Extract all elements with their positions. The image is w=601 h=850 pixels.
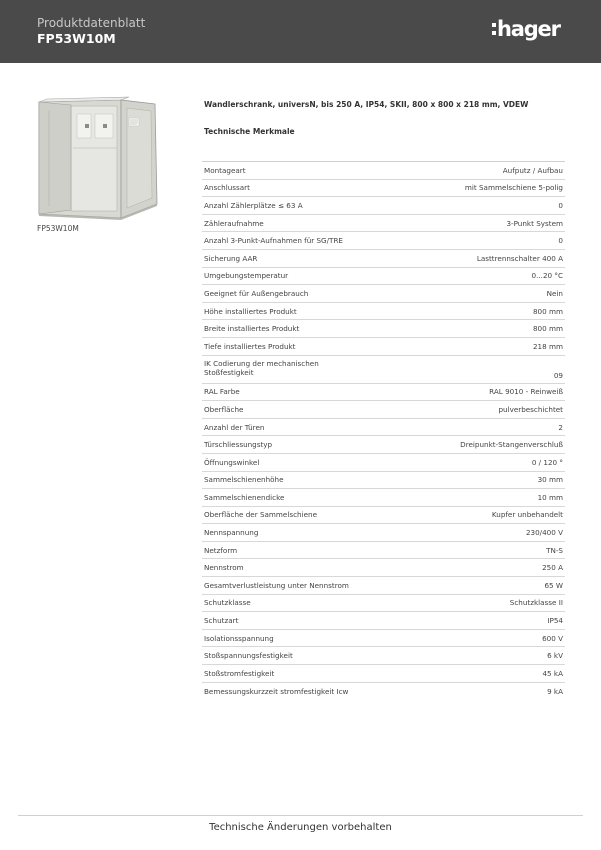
spec-row bbox=[202, 612, 565, 630]
spec-value: 09 bbox=[553, 370, 563, 380]
spec-value: 218 mm bbox=[532, 341, 563, 351]
spec-row bbox=[202, 320, 565, 338]
spec-row bbox=[202, 401, 565, 419]
spec-value: 0 bbox=[558, 200, 563, 210]
spec-value: 6 kV bbox=[547, 651, 563, 661]
spec-label: Tiefe installiertes Produkt bbox=[204, 341, 296, 351]
spec-value: pulverbeschichtet bbox=[498, 404, 563, 414]
spec-row bbox=[202, 250, 565, 268]
spec-value: Nein bbox=[546, 288, 563, 298]
spec-label: Sicherung AAR bbox=[204, 253, 258, 263]
spec-row bbox=[202, 524, 565, 542]
spec-value: RAL 9010 - Reinweiß bbox=[489, 387, 563, 397]
spec-label: Stoßstromfestigkeit bbox=[204, 668, 275, 678]
spec-label: Anschlussart bbox=[204, 183, 250, 193]
spec-row bbox=[202, 215, 565, 233]
spec-value: 600 V bbox=[542, 633, 563, 643]
spec-row bbox=[202, 356, 565, 384]
spec-row bbox=[202, 595, 565, 613]
specifications-table bbox=[202, 161, 565, 700]
spec-value: 3-Punkt System bbox=[506, 218, 563, 228]
spec-label: Stoßspannungsfestigkeit bbox=[204, 651, 293, 661]
spec-label: Türschliessungstyp bbox=[204, 440, 273, 450]
spec-row bbox=[202, 232, 565, 250]
spec-value: 10 mm bbox=[537, 492, 563, 502]
spec-label: Netzform bbox=[204, 545, 238, 555]
spec-label: IK Codierung der mechanischen Stoßfestigkeit bbox=[204, 358, 319, 378]
page-header bbox=[0, 0, 601, 63]
product-code: FP53W10M bbox=[37, 31, 116, 46]
spec-label: Gesamtverlustleistung unter Nennstrom bbox=[204, 580, 349, 590]
spec-row bbox=[202, 303, 565, 321]
spec-label: Schutzklasse bbox=[204, 598, 251, 608]
spec-value: 800 mm bbox=[532, 306, 563, 316]
spec-label: Umgebungstemperatur bbox=[204, 271, 289, 281]
document-type: Produktdatenblatt bbox=[37, 16, 146, 30]
spec-label: Zähleraufnahme bbox=[204, 218, 264, 228]
section-heading: Technische Merkmale bbox=[204, 127, 295, 136]
spec-label: Anzahl Zählerplätze ≤ 63 A bbox=[204, 200, 303, 210]
spec-value: Schutzklasse II bbox=[509, 598, 563, 608]
spec-row bbox=[202, 507, 565, 525]
spec-label: Montageart bbox=[204, 165, 246, 175]
spec-label: Anzahl der Türen bbox=[204, 422, 265, 432]
spec-value: 0 / 120 ° bbox=[531, 457, 563, 467]
spec-value: Kupfer unbehandelt bbox=[491, 510, 563, 520]
spec-label: Oberfläche bbox=[204, 404, 244, 414]
spec-label: Höhe installiertes Produkt bbox=[204, 306, 297, 316]
spec-row bbox=[202, 683, 565, 701]
product-image bbox=[33, 96, 163, 221]
hager-logo bbox=[492, 18, 560, 44]
spec-value: 9 kA bbox=[547, 686, 563, 696]
spec-row bbox=[202, 268, 565, 286]
spec-row bbox=[202, 577, 565, 595]
spec-label: Sammelschienendicke bbox=[204, 492, 285, 502]
spec-row bbox=[202, 647, 565, 665]
spec-value: 0...20 °C bbox=[531, 271, 563, 281]
spec-row bbox=[202, 436, 565, 454]
spec-value: 800 mm bbox=[532, 324, 563, 334]
logo-dots-icon bbox=[492, 18, 496, 40]
logo-wordmark: hager bbox=[497, 17, 560, 41]
spec-value: Aufputz / Aufbau bbox=[502, 165, 563, 175]
spec-value: TN-S bbox=[546, 545, 563, 555]
spec-label: Isolationsspannung bbox=[204, 633, 274, 643]
spec-label: RAL Farbe bbox=[204, 387, 240, 397]
product-title: Wandlerschrank, universN, bis 250 A, IP54, SKII, 800 x 800 x 218 mm, VDEW bbox=[204, 100, 529, 109]
spec-row bbox=[202, 542, 565, 560]
spec-value: 45 kA bbox=[542, 668, 563, 678]
spec-label: Geeignet für Außengebrauch bbox=[204, 288, 309, 298]
spec-label: Anzahl 3-Punkt-Aufnahmen für SG/TRE bbox=[204, 236, 343, 246]
spec-row bbox=[202, 472, 565, 490]
spec-row bbox=[202, 162, 565, 180]
spec-value: Lasttrennschalter 400 A bbox=[476, 253, 563, 263]
spec-value: 2 bbox=[558, 422, 563, 432]
footer-note: Technische Änderungen vorbehalten bbox=[209, 822, 392, 833]
spec-row bbox=[202, 384, 565, 402]
spec-label: Öffnungswinkel bbox=[204, 457, 260, 467]
spec-value: 0 bbox=[558, 236, 563, 246]
image-caption: FP53W10M bbox=[37, 224, 79, 233]
spec-row bbox=[202, 559, 565, 577]
spec-label: Breite installiertes Produkt bbox=[204, 324, 300, 334]
spec-label: Schutzart bbox=[204, 616, 239, 626]
spec-row bbox=[202, 665, 565, 683]
spec-value: 65 W bbox=[544, 580, 563, 590]
spec-label: Nennspannung bbox=[204, 528, 259, 538]
spec-value: 30 mm bbox=[537, 475, 563, 485]
spec-row bbox=[202, 630, 565, 648]
spec-label: Bemessungskurzzeit stromfestigkeit Icw bbox=[204, 686, 349, 696]
spec-row bbox=[202, 489, 565, 507]
spec-value: 250 A bbox=[542, 563, 563, 573]
spec-row bbox=[202, 338, 565, 356]
spec-row bbox=[202, 454, 565, 472]
spec-value: 230/400 V bbox=[525, 528, 563, 538]
spec-label: Oberfläche der Sammelschiene bbox=[204, 510, 318, 520]
spec-row bbox=[202, 285, 565, 303]
spec-label: Nennstrom bbox=[204, 563, 244, 573]
spec-label: Sammelschienenhöhe bbox=[204, 475, 284, 485]
spec-value: IP54 bbox=[547, 616, 563, 626]
spec-row bbox=[202, 419, 565, 437]
spec-value: Dreipunkt-Stangenverschluß bbox=[460, 440, 563, 450]
spec-row bbox=[202, 197, 565, 215]
footer-divider bbox=[18, 815, 583, 816]
spec-value: mit Sammelschiene 5-polig bbox=[464, 183, 563, 193]
spec-row bbox=[202, 180, 565, 198]
